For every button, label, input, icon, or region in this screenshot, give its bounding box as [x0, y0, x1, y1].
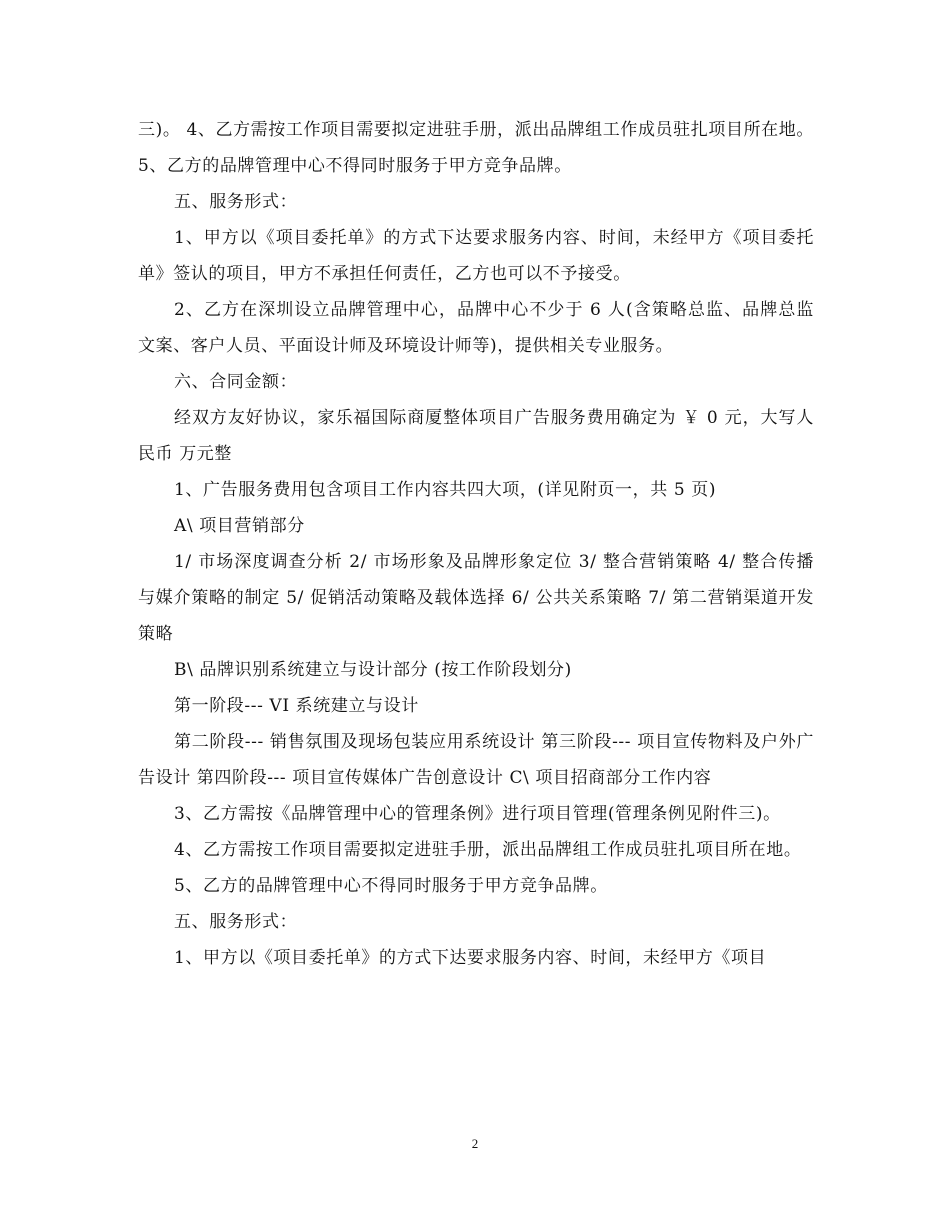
paragraph: 第一阶段--- VI 系统建立与设计 [174, 696, 419, 716]
paragraph: 五、服务形式： [174, 192, 298, 212]
paragraph: 1、广告服务费用包含项目工作内容共四大项，(详见附页一，共 5 页) [174, 480, 717, 500]
paragraph: 2、乙方在深圳设立品牌管理中心，品牌中心不少于 6 人(含策略总监、品牌总监文案、客户人员、平面设计师及环境设计师等)，提供相关专业服务。 [138, 300, 814, 356]
paragraph: 1/ 市场深度调查分析 2/ 市场形象及品牌形象定位 3/ 整合营销策略 4/ 整合传播与媒介策略的制定 5/ 促销活动策略及载体选择 6/ 公共关系策略 7/ 第二营销渠道开发策略 [138, 552, 814, 644]
paragraph: B\ 品牌识别系统建立与设计部分 (按工作阶段划分) [174, 660, 572, 680]
paragraph: A\ 项目营销部分 [174, 516, 305, 536]
paragraph: 三)。 4、乙方需按工作项目需要拟定进驻手册，派出品牌组工作成员驻扎项目所在地。 5、乙方的品牌管理中心不得同时服务于甲方竞争品牌。 [138, 120, 814, 176]
paragraph: 3、乙方需按《品牌管理中心的管理条例》进行项目管理(管理条例见附件三)。 [174, 804, 781, 824]
paragraph: 5、乙方的品牌管理中心不得同时服务于甲方竞争品牌。 [174, 876, 608, 896]
paragraph: 1、甲方以《项目委托单》的方式下达要求服务内容、时间，未经甲方《项目 [174, 948, 767, 968]
page-number: 2 [471, 1136, 479, 1151]
paragraph: 五、服务形式： [174, 912, 298, 932]
paragraph: 六、合同金额： [174, 372, 298, 392]
paragraph: 经双方友好协议，家乐福国际商厦整体项目广告服务费用确定为 ￥ 0 元，大写人民币 万元整 [138, 408, 814, 464]
paragraph: 4、乙方需按工作项目需要拟定进驻手册，派出品牌组工作成员驻扎项目所在地。 [174, 840, 802, 860]
paragraph: 1、甲方以《项目委托单》的方式下达要求服务内容、时间，未经甲方《项目委托单》签认的项目，甲方不承担任何责任，乙方也可以不予接受。 [138, 228, 814, 284]
document-body [138, 112, 814, 976]
paragraph: 第二阶段--- 销售氛围及现场包装应用系统设计 第三阶段--- 项目宣传物料及户外广告设计 第四阶段--- 项目宣传媒体广告创意设计 C\ 项目招商部分工作内容 [138, 732, 814, 788]
